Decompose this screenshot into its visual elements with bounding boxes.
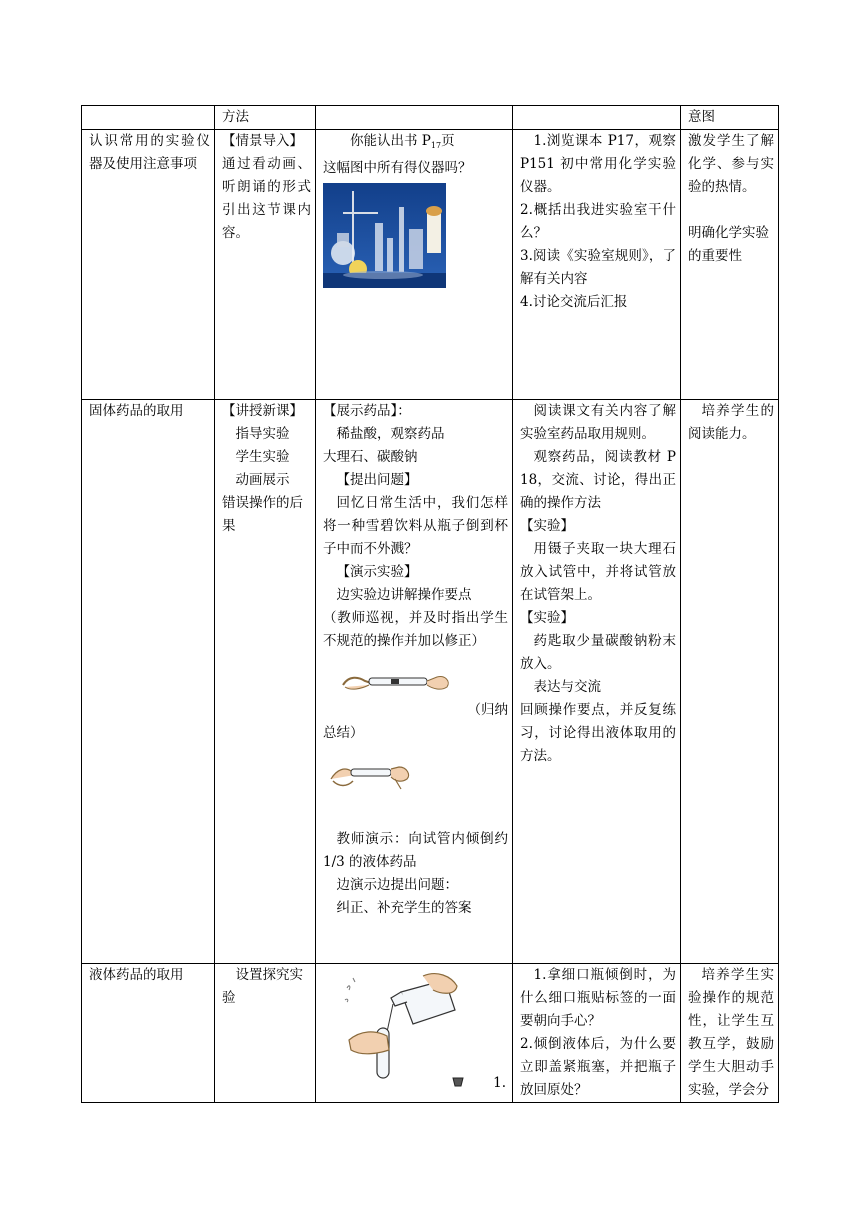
header-method: 方法 <box>215 106 316 130</box>
teacher-question-a: 你能认出书 P <box>350 133 431 149</box>
teacher-line: 教师演示：向试管内倾倒约 1/3 的液体药品 <box>323 831 508 870</box>
student-line: 表达与交流 <box>533 679 601 695</box>
teacher-line: 边演示边提出问题： <box>336 877 458 893</box>
pour-illustration <box>323 964 508 1098</box>
method-text: 通过看动画、听朗诵的形式引出这节课内容。 <box>222 156 311 241</box>
method-heading: 【情景导入】 <box>222 133 303 149</box>
teacher-cell <box>316 130 513 400</box>
header-row <box>82 106 779 130</box>
teacher-line: 边实验边讲解操作要点 <box>336 587 472 603</box>
student-line: 药匙取少量碳酸钠粉末放入。 <box>520 633 676 672</box>
method-item: 学生实验 <box>235 449 290 465</box>
student-step-4: 4.讨论交流后汇报 <box>520 294 628 310</box>
teacher-spacer <box>323 805 508 828</box>
teacher-question-b: 页 <box>441 133 455 149</box>
sketch-row-1 <box>323 653 508 699</box>
teacher-line: 纠正、补充学生的答案 <box>336 900 472 916</box>
table-row <box>82 964 779 1103</box>
topic-text: 液体药品的取用 <box>89 967 184 983</box>
teacher-cell <box>316 400 513 964</box>
table-row <box>82 400 779 964</box>
student-line: 【实验】 <box>520 518 574 534</box>
student-cell <box>513 130 681 400</box>
topic-cell <box>82 964 215 1103</box>
teacher-line: 【提出问题】 <box>336 472 418 488</box>
method-item: 指导实验 <box>235 426 290 442</box>
teacher-line: 回忆日常生活中，我们怎样将一种雪碧饮料从瓶子倒到杯子中而不外溅？ <box>323 495 508 557</box>
teacher-line: 【展示药品】： <box>323 403 411 419</box>
teacher-question-2: 这幅图中所有得仪器吗？ <box>323 160 472 176</box>
method-cell <box>215 400 316 964</box>
method-item: 错误操作的后果 <box>222 495 303 534</box>
intent-cell <box>681 400 779 964</box>
table-row <box>82 130 779 400</box>
student-cell <box>513 964 681 1103</box>
student-step-3: 3.阅读《实验室规则》，了解有关内容 <box>520 248 676 287</box>
method-cell <box>215 964 316 1103</box>
intent-text-1: 激发学生了解化学、参与实验的热情。 <box>688 133 774 195</box>
lesson-plan-table <box>81 105 779 1103</box>
sketch-row-2 <box>323 745 508 805</box>
intent-text: 培养学生实验操作的规范性，让学生互教互学，鼓励学生大胆动手实验，学会分 <box>688 967 774 1098</box>
teacher-line: （归纳 <box>467 702 508 718</box>
topic-cell <box>82 400 215 964</box>
test-tube-tilted-icon <box>329 753 413 793</box>
page-subscript: 17 <box>430 141 442 150</box>
student-line: 用镊子夹取一块大理石放入试管中，并将试管放在试管架上。 <box>520 541 676 603</box>
teacher-line: 稀盐酸，观察药品 <box>336 426 445 442</box>
method-item: 动画展示 <box>235 472 290 488</box>
student-cell <box>513 400 681 964</box>
topic-cell <box>82 130 215 400</box>
teacher-note: 1. <box>493 1075 506 1091</box>
intent-spacer <box>688 199 774 222</box>
intent-cell <box>681 130 779 400</box>
lab-apparatus-photo <box>323 183 446 288</box>
student-line: 阅读课文有关内容了解实验室药品取用规则。 <box>520 403 676 442</box>
header-col4 <box>513 106 681 130</box>
teacher-line: （教师巡视，并及时指出学生不规范的操作并加以修正） <box>323 610 508 649</box>
intent-text: 培养学生的阅读能力。 <box>688 403 774 442</box>
teacher-line: 总结） <box>323 725 364 741</box>
intent-text-2: 明确化学实验的重要性 <box>688 225 769 264</box>
student-line: 观察药品，阅读教材 P18，交流、讨论，得出正确的操作方法 <box>520 449 676 511</box>
student-line: 回顾操作要点，并反复练习，讨论得出液体取用的方法。 <box>520 702 676 764</box>
test-tube-horizontal-icon <box>341 667 453 697</box>
teacher-line: 【演示实验】 <box>336 564 418 580</box>
header-intent: 意图 <box>681 106 779 130</box>
teacher-line: 大理石、碳酸钠 <box>323 449 418 465</box>
student-question-2: 2.倾倒液体后，为什么要立即盖紧瓶塞，并把瓶子放回原处？ <box>520 1036 676 1098</box>
method-cell <box>215 130 316 400</box>
bottle-stopper-icon <box>451 1076 465 1088</box>
student-question-1: 1.拿细口瓶倾倒时，为什么细口瓶贴标签的一面要朝向手心？ <box>520 967 676 1029</box>
method-text: 设置探究实验 <box>222 967 303 1006</box>
student-step-1: 1.浏览课本 P17，观察 P151 初中常用化学实验仪器。 <box>520 133 676 195</box>
header-col1 <box>82 106 215 130</box>
student-line: 【实验】 <box>520 610 574 626</box>
pouring-liquid-icon <box>341 970 466 1080</box>
header-col3 <box>316 106 513 130</box>
topic-text: 固体药品的取用 <box>89 403 184 419</box>
method-heading: 【讲授新课】 <box>222 403 303 419</box>
student-step-2: 2.概括出我进实验室干什么？ <box>520 202 676 241</box>
teacher-cell <box>316 964 513 1103</box>
intent-cell <box>681 964 779 1103</box>
topic-text: 认识常用的实验仪器及使用注意事项 <box>89 133 210 172</box>
teacher-question <box>323 130 508 157</box>
